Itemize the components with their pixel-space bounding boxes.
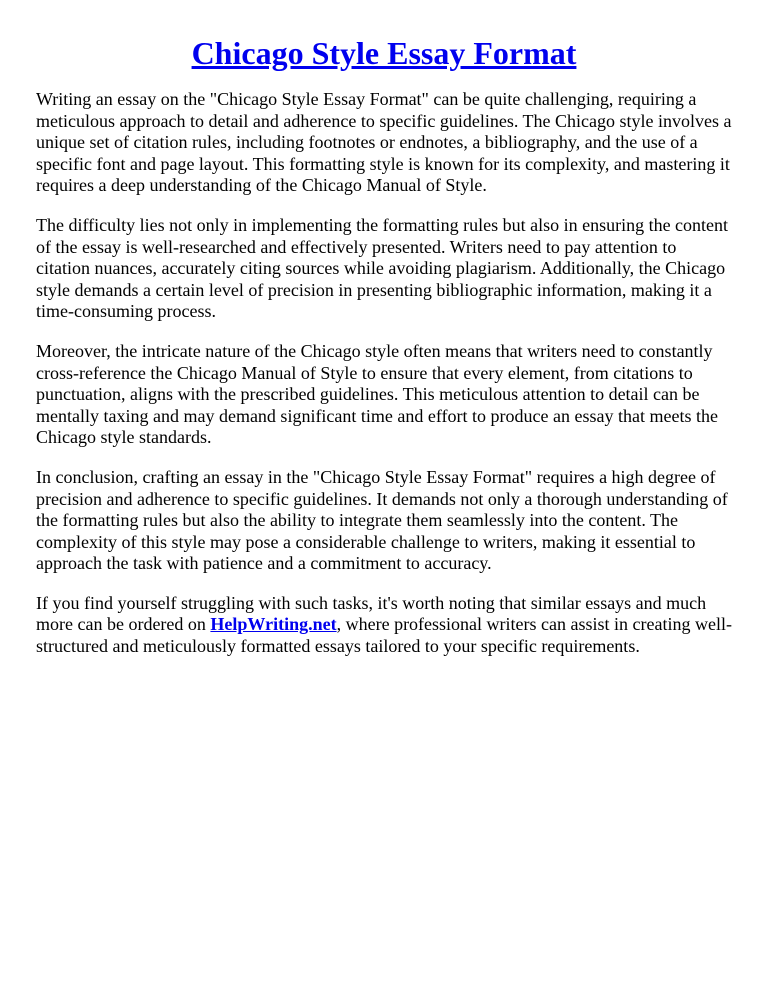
closing-text-before: If you find yourself struggling with such tasks, it's worth noting that similar essays and much more can be ordered on: [36, 592, 707, 635]
closing-text-after: , where professional writers can assist in creating well-structured and meticulously formatted essays tailored to your specific requirements.: [36, 614, 732, 657]
title-link[interactable]: Chicago Style Essay Format: [191, 35, 577, 71]
paragraph-conclusion: In conclusion, crafting an essay in the "Chicago Style Essay Format" requires a high degree of precision and adherence to specific guidelines. It demands not only a thorough understanding of the formatting rules but also the ability to integrate them seamlessly into the content. The complexity of this style may pose a considerable challenge to writers, making it essential to approach the task with patience and a commitment to accuracy.: [36, 466, 728, 574]
paragraph-difficulty: The difficulty lies not only in implementing the formatting rules but also in ensuring the content of the essay is well-researched and effectively presented. Writers need to pay attention to citation nuances, accurately citing sources while avoiding plagiarism. Additionally, the Chicago style demands a certain level of precision in presenting bibliographic information, making it a time-consuming process.: [36, 214, 729, 322]
paragraph-intro: Writing an essay on the "Chicago Style Essay Format" can be quite challenging, requiring a meticulous approach to detail and adherence to specific guidelines. The Chicago style involves a unique set of citation rules, including footnotes or endnotes, a bibliography, and the use of a specific font and page layout. This formatting style is known for its complexity, and mastering it requires a deep understanding of the Chicago Manual of Style.: [36, 89, 732, 196]
paragraph-closing: [36, 593, 732, 658]
helpwriting-link[interactable]: HelpWriting.net: [210, 614, 337, 635]
paragraph-moreover: Moreover, the intricate nature of the Chicago style often means that writers need to constantly cross-reference the Chicago Manual of Style to ensure that every element, from citations to punctuation, aligns with the prescribed guidelines. This meticulous attention to detail can be mentally taxing and may demand significant time and effort to produce an essay that meets the Chicago style standards.: [36, 340, 718, 448]
document-title: [36, 0, 732, 72]
